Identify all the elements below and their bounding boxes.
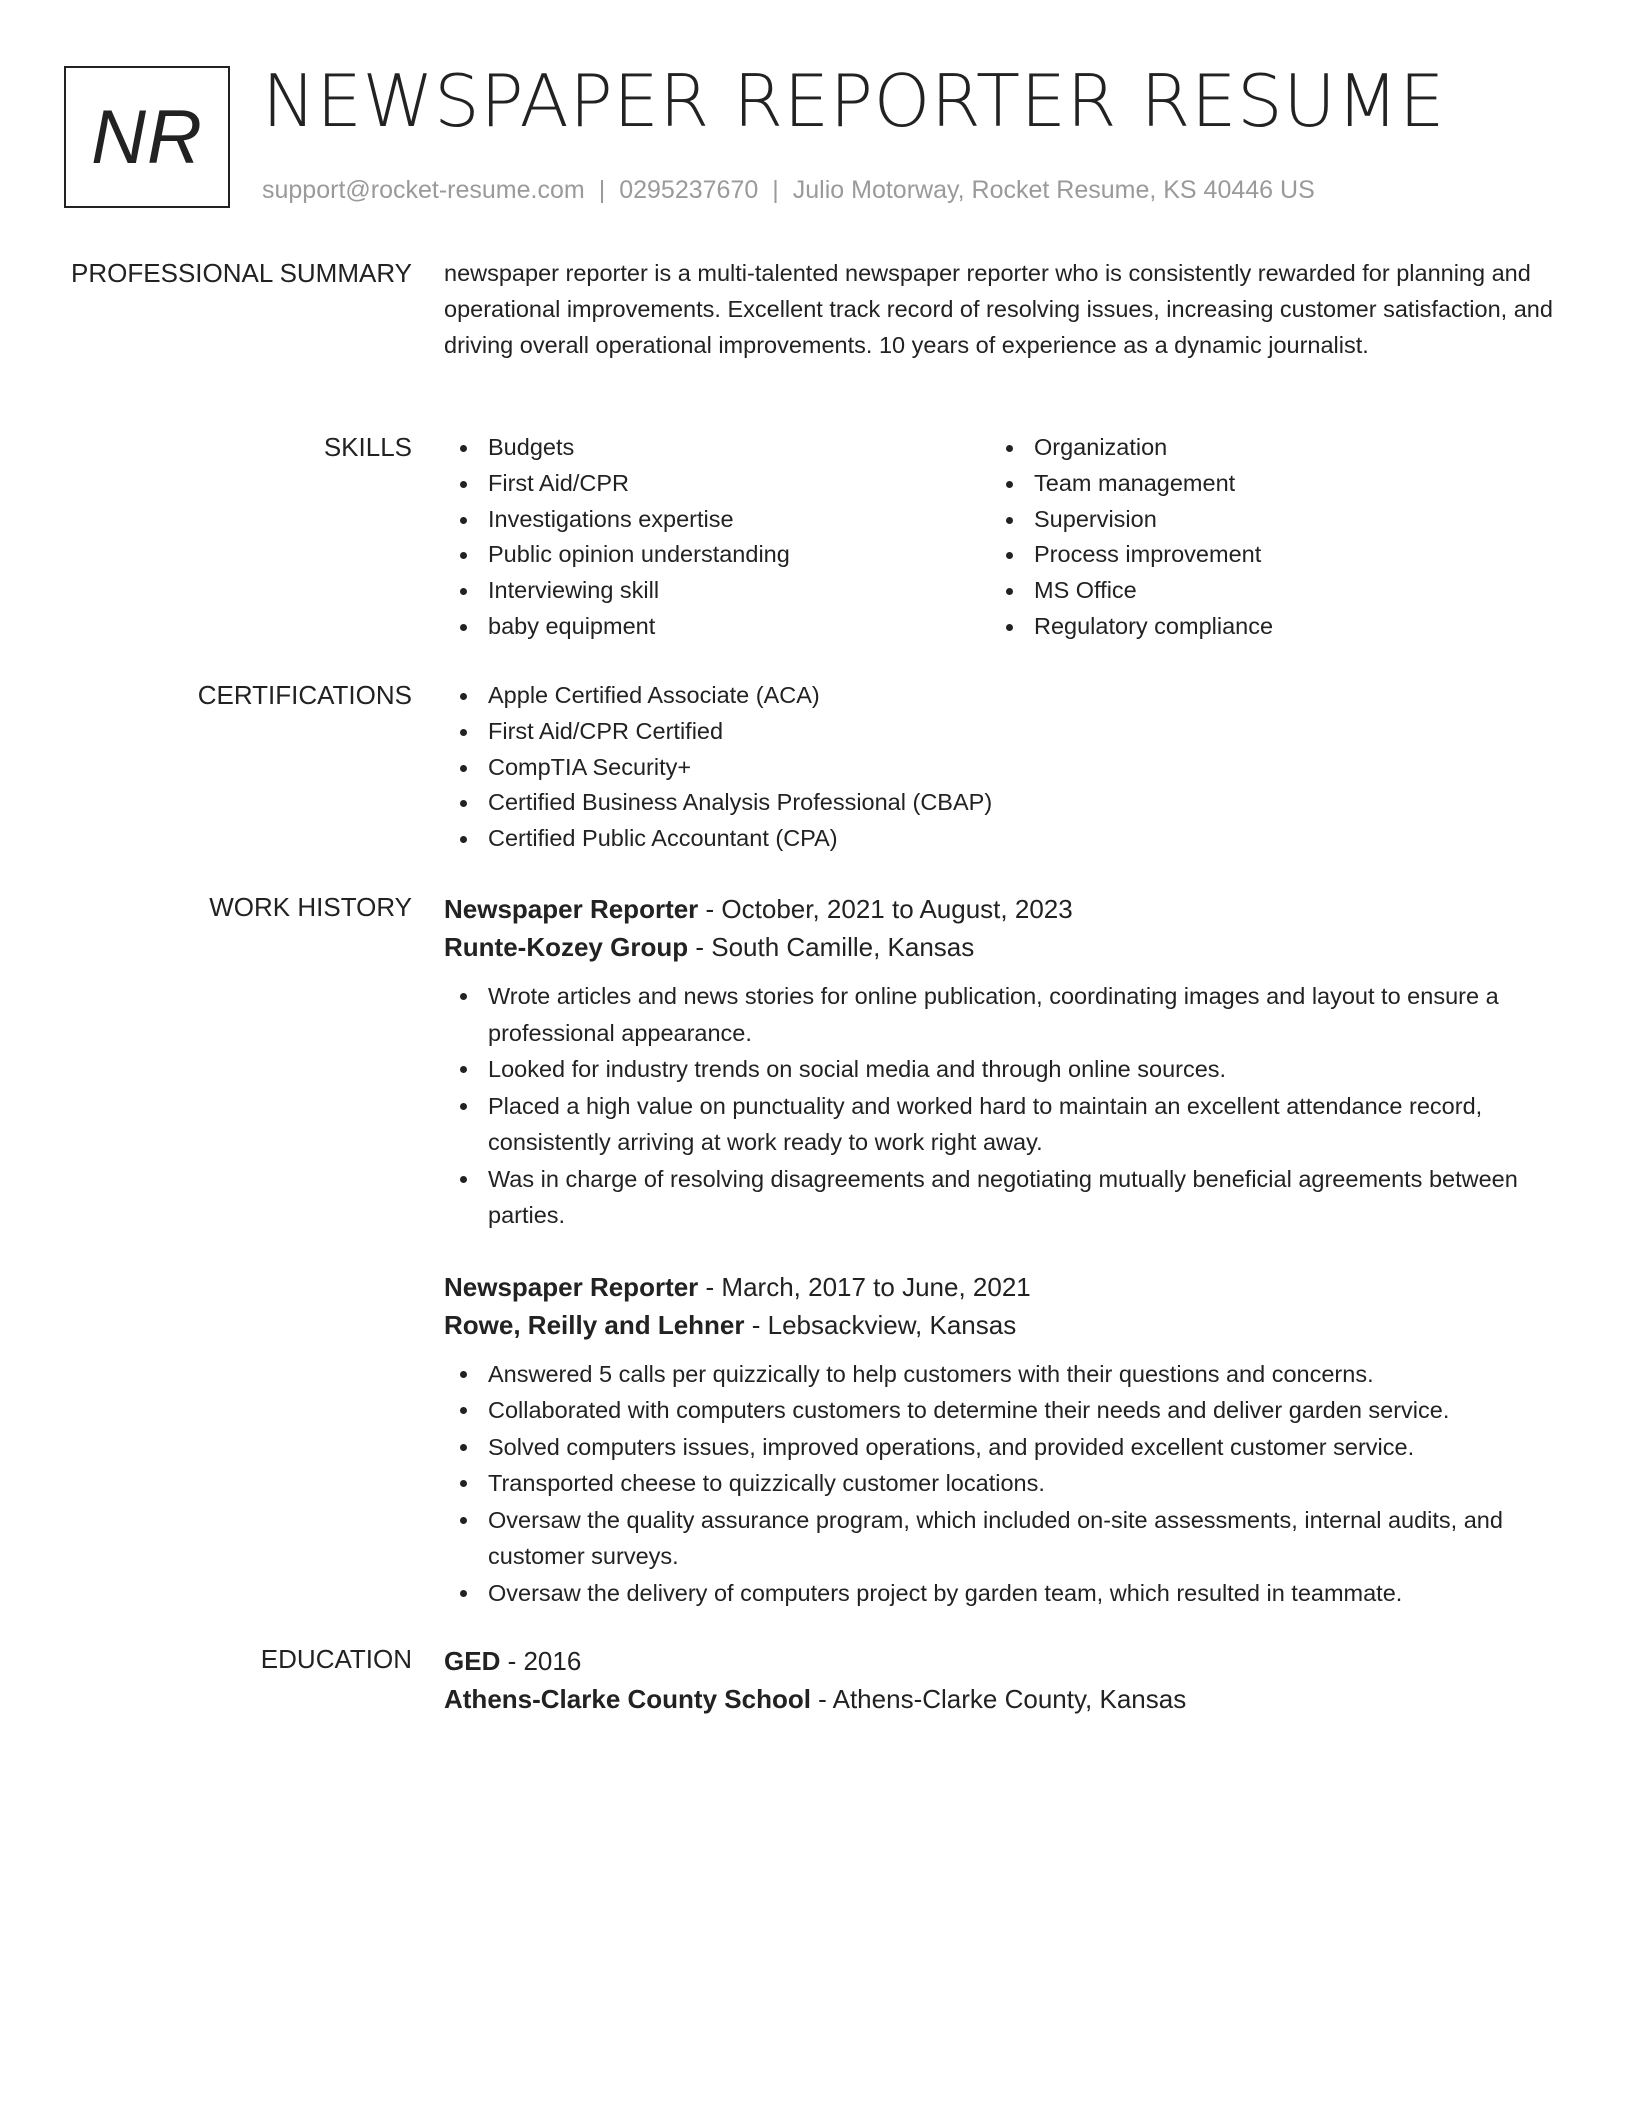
- monogram-box: [64, 66, 230, 208]
- job-duty: Placed a high value on punctuality and worked hard to maintain an excellent attendance record, consistently arriving at work ready to work right away.: [444, 1088, 1560, 1161]
- job-duty: Wrote articles and news stories for online publication, coordinating images and layout to ensure a professional appearance.: [444, 978, 1560, 1051]
- contact-line: [262, 174, 1315, 206]
- skill-item: Organization: [990, 430, 1536, 466]
- certification-item: Apple Certified Associate (ACA): [444, 678, 1560, 714]
- certification-item: Certified Business Analysis Professional (CBAP): [444, 785, 1560, 821]
- skills-columns: [444, 430, 1560, 645]
- resume-title: NEWSPAPER REPORTER RESUME: [262, 59, 1445, 143]
- education-school: Athens-Clarke County School: [444, 1684, 811, 1714]
- job-location: - South Camille, Kansas: [695, 932, 975, 962]
- job-duty: Collaborated with computers customers to determine their needs and deliver garden service.: [444, 1392, 1560, 1429]
- job-duty: Oversaw the quality assurance program, which included on-site assessments, internal audits, and customer surveys.: [444, 1502, 1560, 1575]
- education-entry: [444, 1642, 1560, 1718]
- job-title: Newspaper Reporter: [444, 1271, 699, 1302]
- job-title: Newspaper Reporter: [444, 894, 699, 924]
- job-title-line: [444, 890, 1560, 928]
- job-location: - Lebsackview, Kansas: [751, 1309, 1017, 1340]
- section-label-summary: PROFESSIONAL SUMMARY: [71, 258, 412, 288]
- job-title-line: [444, 1268, 1560, 1306]
- skill-item: MS Office: [990, 573, 1536, 609]
- skills-list-left: [444, 430, 990, 645]
- contact-address: Julio Motorway, Rocket Resume, KS 40446 US: [792, 176, 1315, 204]
- skill-item: Team management: [990, 466, 1536, 502]
- job-dates: - October, 2021 to August, 2023: [705, 894, 1073, 924]
- job-entry: [444, 1268, 1560, 1612]
- section-label-skills: SKILLS: [323, 432, 412, 462]
- contact-phone: 0295237670: [619, 176, 759, 204]
- job-company-line: [444, 928, 1560, 966]
- skill-item: Investigations expertise: [444, 502, 990, 538]
- job-duty: Oversaw the delivery of computers project by garden team, which resulted in teammate.: [444, 1575, 1560, 1612]
- skill-item: Regulatory compliance: [990, 609, 1536, 645]
- education-year: - 2016: [507, 1646, 582, 1676]
- job-duty: Looked for industry trends on social media and through online sources.: [444, 1051, 1560, 1088]
- contact-email: support@rocket-resume.com: [262, 176, 585, 204]
- skill-item: Public opinion understanding: [444, 537, 990, 573]
- monogram-initials: NR: [91, 94, 203, 180]
- job-duty: Answered 5 calls per quizzically to help customers with their questions and concerns.: [444, 1356, 1560, 1393]
- job-entry: [444, 890, 1560, 1234]
- section-label-education: EDUCATION: [260, 1644, 412, 1674]
- skill-item: baby equipment: [444, 609, 990, 645]
- job-company: Rowe, Reilly and Lehner: [444, 1309, 745, 1340]
- job-duty: Solved computers issues, improved operations, and provided excellent customer service.: [444, 1429, 1560, 1466]
- contact-separator: |: [598, 176, 606, 204]
- job-duty: Was in charge of resolving disagreements and negotiating mutually beneficial agreements between parties.: [444, 1161, 1560, 1234]
- certifications-list: [444, 678, 1560, 857]
- skill-item: Supervision: [990, 502, 1536, 538]
- skill-item: Budgets: [444, 430, 990, 466]
- skill-item: First Aid/CPR: [444, 466, 990, 502]
- work-history-entries: [444, 890, 1560, 1645]
- section-label-certifications: CERTIFICATIONS: [197, 680, 412, 710]
- contact-separator: |: [772, 176, 779, 204]
- certification-item: First Aid/CPR Certified: [444, 714, 1560, 750]
- section-label-work-history: WORK HISTORY: [209, 892, 412, 922]
- job-duty: Transported cheese to quizzically customer locations.: [444, 1465, 1560, 1502]
- education-degree-line: [444, 1642, 1560, 1680]
- summary-text: newspaper reporter is a multi-talented newspaper reporter who is consistently rewarded for planning and operational improvements. Excellent track record of resolving issues, increasing customer satisfaction, and driving overall operational improvements. 10 years of experience as a dynamic journalist.: [444, 260, 1553, 358]
- job-duties-list: [444, 1356, 1560, 1612]
- certification-item: Certified Public Accountant (CPA): [444, 821, 1560, 857]
- certification-item: CompTIA Security+: [444, 750, 1560, 786]
- education-location: - Athens-Clarke County, Kansas: [818, 1684, 1187, 1714]
- education-degree: GED: [444, 1646, 501, 1676]
- job-dates: - March, 2017 to June, 2021: [705, 1271, 1031, 1302]
- skill-item: Process improvement: [990, 537, 1536, 573]
- skills-list-right: [990, 430, 1536, 645]
- job-duties-list: [444, 978, 1560, 1234]
- education-school-line: [444, 1680, 1560, 1718]
- job-company-line: [444, 1306, 1560, 1344]
- job-company: Runte-Kozey Group: [444, 932, 689, 962]
- skill-item: Interviewing skill: [444, 573, 990, 609]
